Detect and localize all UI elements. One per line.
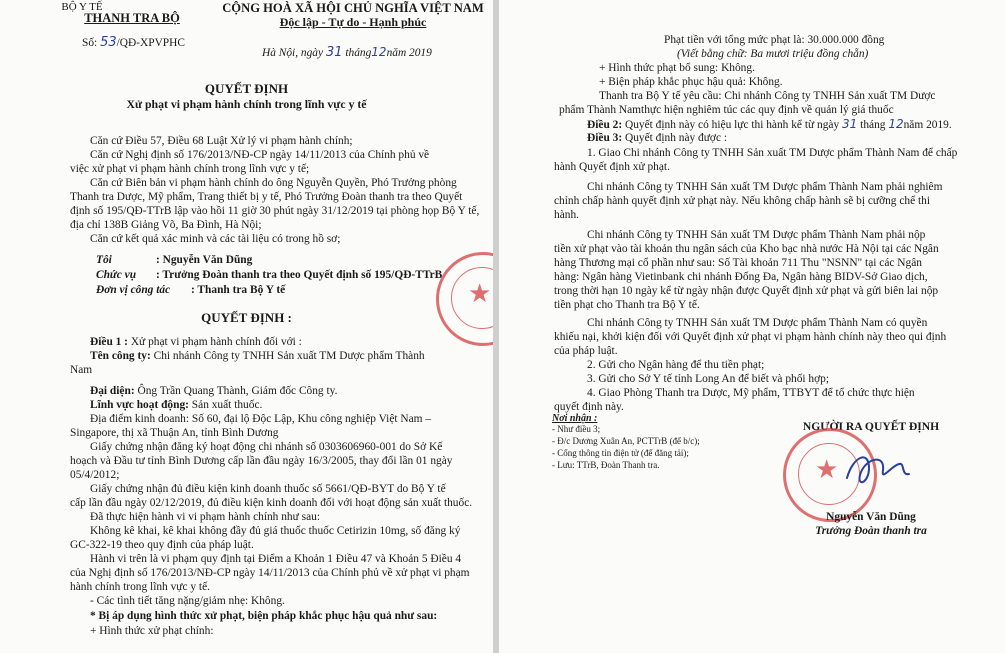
left-page (0, 0, 493, 653)
date-mid: tháng (345, 47, 372, 59)
issue-date (262, 45, 432, 60)
signer-value: : Nguyễn Văn Dũng (156, 254, 253, 266)
recipient-item: - Cổng thông tin điện tử (để đăng tải); (552, 448, 689, 458)
representative-text: Ông Trần Quang Thành, Giám đốc Công ty. (137, 385, 338, 397)
basis-line: Thanh tra Dược, Mỹ phẩm, Trang thiết bị y tế, Phó Trưởng Đoàn thanh tra theo Quyết (70, 191, 463, 203)
number-label: Số: (82, 37, 98, 49)
body-line: của Nghị định số 176/2013/NĐ-CP ngày 14/11/2013 của Chính phủ về xử phạt vi phạm (70, 567, 470, 579)
number-suffix: /QĐ-XPVPHC (116, 37, 185, 49)
position-label: Chức vụ (96, 269, 137, 281)
article-3-label: Điều 3: (587, 132, 623, 144)
company-text-cont: Nam (70, 364, 93, 376)
basis-line: Căn cứ Biên bản vi phạm hành chính do ông Nguyễn Quyền, Phó Trưởng phòng (90, 177, 457, 189)
field-label: Lĩnh vực hoạt động: (90, 399, 189, 411)
body-line: hành. (554, 209, 579, 221)
body-line: Chi nhánh Công ty TNHH Sản xuất TM Dược phẩm Thành Nam phải nộp (587, 229, 926, 241)
article-2 (587, 117, 952, 132)
body-line: trong thời hạn 10 ngày kể từ ngày nhận được Quyết định xử phạt và gửi biên lai nộp (554, 285, 939, 297)
date-month: 12 (371, 45, 387, 59)
position-value: : Trưởng Đoàn thanh tra theo Quyết định số 195/QĐ-TTrB (156, 269, 443, 281)
decide-heading: QUYẾT ĐỊNH : (201, 310, 292, 325)
company-row (90, 349, 425, 363)
body-line: tiền phạt cho Thanh tra Bộ Y tế. (554, 299, 700, 311)
company-label: Tên công ty: (90, 350, 151, 362)
date-post: năm 2019 (386, 47, 432, 59)
field-text: Sản xuất thuốc. (191, 399, 263, 411)
article-2-label: Điều 2: (587, 119, 623, 131)
body-line: 2. Gửi cho Ngân hàng để thu tiền phạt; (587, 359, 765, 371)
body-line: Không kê khai, kê khai không đầy đủ giá thuốc thuốc Cetirizin 10mg, số đăng ký (90, 525, 461, 537)
penalty-main: + Hình thức xử phạt chính: (90, 625, 214, 637)
body-line: của pháp luật. (554, 345, 618, 357)
body-line: 3. Gửi cho Sở Y tế tỉnh Long An để biết và phối hợp; (587, 373, 829, 385)
body-line: - Các tình tiết tăng nặng/giảm nhẹ: Không. (90, 595, 285, 607)
unit-row (96, 283, 285, 297)
representative-row (90, 384, 337, 398)
body-line: khiếu nại, khởi kiện đối với Quyết định xử phạt vi phạm hành chính này theo qui định (554, 331, 947, 343)
effective-day: 31 (842, 117, 858, 131)
position-row (96, 268, 442, 282)
requirement: Thanh tra Bộ Y tế yêu cầu: Chi nhánh Công ty TNHH Sản xuất TM Dược (599, 90, 936, 102)
unit-label: Đơn vị công tác (96, 284, 171, 296)
signer-role: Trưởng Đoàn thanh tra (815, 525, 927, 537)
fine-amount: Phạt tiền với tổng mức phạt là: 30.000.000 đồng (664, 34, 885, 46)
body-line: chỉnh chấp hành quyết định xử phạt này. Nếu không chấp hành sẽ bị cưỡng chế thi (554, 195, 931, 207)
recipient-item: - Đ/c Dương Xuân An, PCTTrB (để b/c); (552, 436, 700, 446)
effective-mid: tháng (860, 119, 886, 131)
requirement-cont: phẩm Thành Namthực hiện nghiêm túc các quy định về quản lý giá thuốc (559, 104, 894, 116)
additional-penalty: + Hình thức phạt bổ sung: Không. (599, 62, 755, 74)
basis-line: Căn cứ kết quả xác minh và các tài liệu có trong hồ sơ; (90, 233, 341, 245)
body-line: Hành vi trên là vi phạm quy định tại Điểm a Khoản 1 Điều 47 và Khoản 5 Điều 4 (90, 553, 462, 565)
signer-name: Nguyễn Văn Dũng (826, 511, 916, 523)
body-line: Singapore, thị xã Thuận An, tỉnh Bình Dương (70, 427, 279, 439)
signer-row (96, 253, 252, 267)
basis-line: việc xử phạt vi phạm hành chính trong lĩnh vực y tế; (70, 163, 310, 175)
signer-title: NGƯỜI RA QUYẾT ĐỊNH (802, 420, 940, 433)
body-line: Giấy chứng nhận đủ điều kiện kinh doanh thuốc số 5661/QĐ-BYT do Bộ Y tế (90, 483, 446, 495)
penalty-heading: * Bị áp dụng hình thức xử phạt, biện pháp khắc phục hậu quả như sau: (90, 610, 438, 622)
motto: Độc lập - Tự do - Hạnh phúc (279, 15, 427, 29)
agency-parent: BỘ Y TẾ (61, 1, 103, 13)
body-line: Chi nhánh Công ty TNHH Sản xuất TM Dược phẩm Thành Nam phải nghiêm (587, 181, 943, 193)
date-day: 31 (325, 45, 343, 60)
article-3-text: Quyết định này được : (624, 132, 728, 144)
number-handwritten: 53 (100, 35, 117, 50)
date-pre: Hà Nội, ngày (262, 47, 324, 59)
body-line: Giấy chứng nhận đăng ký hoạt động chi nhánh số 0303606960-001 do Sở Kế (90, 441, 443, 453)
body-line: tiền xử phạt vào tài khoản thu ngân sách của Kho bạc nhà nước Hà Nội tại các Ngân (554, 243, 939, 255)
body-line: 1. Giao Chi nhánh Công ty TNHH Sản xuất TM Dược phẩm Thành Nam để chấp (587, 147, 958, 159)
article-1-label: Điều 1 : (90, 336, 128, 348)
effective-year: năm 2019. (903, 119, 952, 131)
body-line: GC-322-19 theo quy định của pháp luật. (70, 539, 254, 551)
body-line: Đã thực hiện hành vi vi phạm hành chính như sau: (90, 511, 320, 523)
article-1 (90, 335, 302, 349)
body-line: Chi nhánh Công ty TNHH Sản xuất TM Dược phẩm Thành Nam có quyền (587, 317, 928, 329)
unit-value: : Thanh tra Bộ Y tế (191, 284, 286, 296)
recipient-item: - Lưu: TTrB, Đoàn Thanh tra. (552, 460, 660, 470)
body-line: 4. Giao Phòng Thanh tra Dược, Mỹ phẩm, TTBYT để tổ chức thực hiện (587, 387, 915, 399)
fine-words: (Viết bằng chữ: Ba mươi triệu đồng chẵn) (677, 48, 869, 60)
doc-subtitle: Xử phạt vi phạm hành chính trong lĩnh vực y tế (126, 97, 367, 111)
effective-month: 12 (888, 117, 904, 131)
doc-title: QUYẾT ĐỊNH (204, 81, 289, 96)
body-line: hành chính trong lĩnh vực y tế. (70, 581, 210, 593)
official-stamp-partial (436, 252, 493, 346)
body-line: hoạch và Đầu tư tỉnh Bình Dương cấp lần đầu ngày 16/3/2005, thay đổi lần 01 ngày (70, 455, 453, 467)
signature (839, 444, 919, 499)
field-row (90, 398, 262, 412)
agency-name: THANH TRA BỘ (84, 11, 180, 25)
nation-header: CỘNG HOÀ XÃ HỘI CHỦ NGHĨA VIỆT NAM (222, 1, 484, 15)
remedy: + Biện pháp khắc phục hậu quả: Không. (599, 76, 783, 88)
body-line: hàng: Ngân hàng Vietinbank chi nhánh Đống Đa, Ngân hàng BIDV-Sở Giao dịch, (554, 271, 928, 283)
stamp-star-icon: ★ (468, 279, 492, 309)
decision-number (82, 36, 185, 50)
basis-line: Căn cứ Nghị định số 176/2013/NĐ-CP ngày 14/11/2013 của Chính phủ về (90, 149, 430, 161)
recipients-label: Nơi nhận : (552, 413, 598, 424)
representative-label: Đại diện: (90, 385, 135, 397)
body-line: Địa điểm kinh doanh: Số 60, đại lộ Độc Lập, Khu công nghiệp Việt Nam – (90, 413, 432, 425)
article-3 (587, 131, 727, 145)
right-page (499, 0, 1005, 653)
stamp-star-icon: ★ (815, 455, 839, 485)
basis-line: địa chỉ 138B Giảng Võ, Ba Đình, Hà Nội; (70, 219, 262, 231)
recipient-item: - Như điều 3; (552, 424, 601, 434)
body-line: 05/4/2012; (70, 469, 120, 481)
article-2-text: Quyết định này có hiệu lực thi hành kể từ ngày (624, 119, 840, 131)
basis-line: định số 195/QĐ-TTrB lập vào hồi 11 giờ 30 phút ngày 31/12/2019 tại phòng họp Bộ Y tế, (70, 205, 480, 217)
article-1-text: Xử phạt vi phạm hành chính đối với : (130, 336, 302, 348)
body-line: cấp lần đầu ngày 02/12/2019, đủ điều kiện kinh doanh đối với hoạt động sản xuất thuốc. (70, 497, 473, 509)
body-line: hàng Thương mại cổ phần như sau: Số Tài khoản 711 Thu "NSNN" tại các Ngân (554, 257, 922, 269)
company-text: Chi nhánh Công ty TNHH Sản xuất TM Dược phẩm Thành (153, 350, 425, 362)
basis-line: Căn cứ Điều 57, Điều 68 Luật Xử lý vi phạm hành chính; (90, 135, 353, 147)
body-line: hành Quyết định xử phạt. (554, 161, 670, 173)
signer-label: Tôi (96, 254, 112, 266)
body-line: quyết định này. (554, 401, 624, 413)
